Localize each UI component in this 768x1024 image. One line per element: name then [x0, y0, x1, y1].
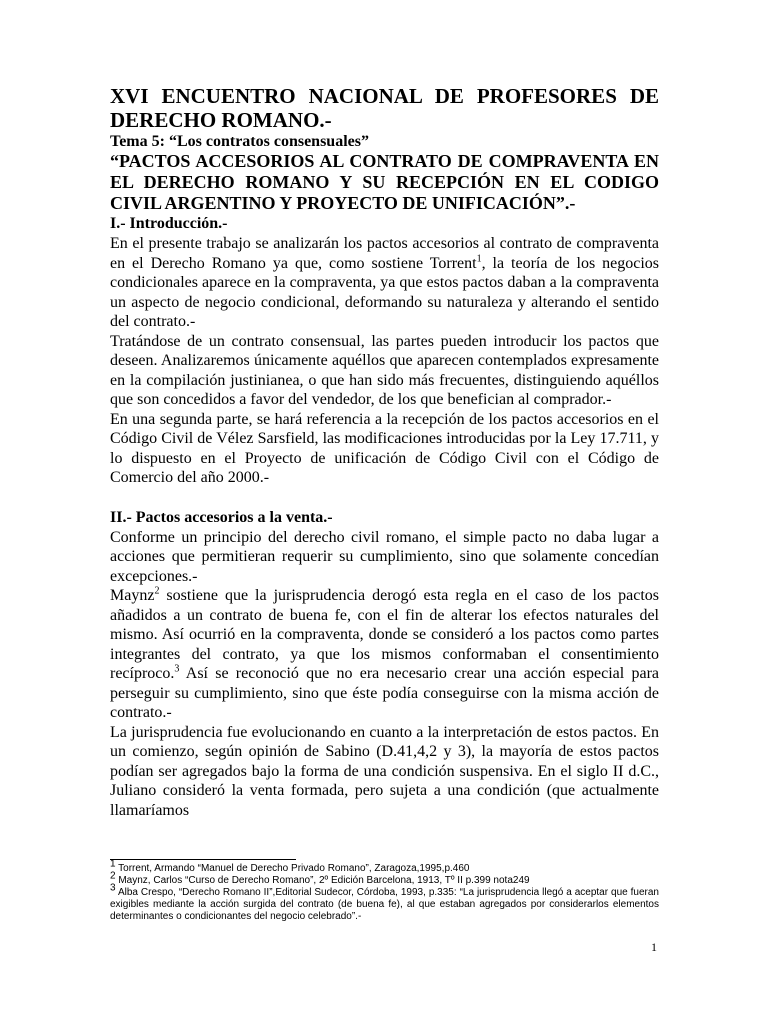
footnote-separator	[110, 859, 296, 860]
topic-label: Tema 5: “Los contratos consensuales”	[110, 133, 369, 150]
section-heading-pactos: II.- Pactos accesorios a la venta.-	[110, 508, 333, 526]
pactos-paragraph-3: La jurisprudencia fue evolucionando en cuanto a la interpretación de estos pactos. En un comienzo, según opinión de Sabino (D.41,4,2 y 3), la mayoría de estos pactos podían ser agregados bajo la forma de una condición suspensiva. En el siglo II d.C., Juliano consideró la venta formada, pero sujeta a una condición (que actualmente llamaríamos	[110, 723, 659, 819]
footnote-ref-2[interactable]: 2	[154, 585, 160, 597]
page-number: 1	[651, 940, 657, 954]
footnote-2: $^2$ Maynz, Carlos “Curso de Derecho Romano”, 2º Edición Barcelona, 1913, Tº II p.399 nota249	[110, 870, 530, 886]
intro-paragraph-1: En el presente trabajo se analizarán los pactos accesorios al contrato de compraventa en el Derecho Romano ya que, como sostiene Torrent$^1$, la teoría de los negocios condicionales aparece en la compraventa, ya que estos pactos daban a la compraventa un aspecto de negocio condicional, deformando su naturaleza y alterando el sentido del contrato.-	[110, 235, 660, 330]
footnote-3: $^3$ Alba Crespo, “Derecho Romano II”,Editorial Sudecor, Córdoba, 1993, p.335: “La jurisprudencia llegó a aceptar que fueran exigibles mediante la acción surgida del contrato (de buena fe), al que estaban agregados por considerarlos elementos determinantes o condicionantes del negocio celebrado”.-	[110, 882, 659, 922]
footnote-ref-3[interactable]: 3	[174, 663, 180, 675]
pactos-paragraph-2: Maynz$^2$ sostiene que la jurisprudencia derogó esta regla en el caso de los pactos añadidos a un contrato de buena fe, con el fin de alterar los efectos naturales del mismo. Así ocurrió en la compraventa, donde se consideró a los pactos como partes integrantes del contrato, ya que los mismos conformaban el consentimiento recíproco.$^3$ Así se reconoció que no era necesario crear una acción especial para perseguir su cumplimiento, sino que éste podía conseguirse con la misma acción de contrato.-	[110, 585, 659, 721]
pactos-paragraph-1: Conforme un principio del derecho civil romano, el simple pacto no daba lugar a acciones que permitieran requerir su cumplimiento, sino que solamente concedían excepciones.-	[110, 528, 659, 585]
document-body	[110, 84, 659, 820]
footnote-1: $^1$ Torrent, Armando “Manuel de Derecho Privado Romano”, Zaragoza,1995,p.460	[110, 858, 470, 874]
document-title: XVI ENCUENTRO NACIONAL DE PROFESORES DE DERECHO ROMANO.-	[110, 84, 659, 132]
intro-paragraph-2: Tratándose de un contrato consensual, las partes pueden introducir los pactos que deseen. Analizaremos únicamente aquéllos que aparecen contemplados expresamente en la compilación justinianea, o que han sido más frecuentes, distinguiendo aquéllos que son concedidos a favor del vendedor, de los que benefician al comprador.-	[110, 332, 659, 408]
footnotes	[110, 858, 659, 923]
intro-paragraph-3: En una segunda parte, se hará referencia a la recepción de los pactos accesorios en el Código Civil de Vélez Sarsfield, las modificaciones introducidas por la Ley 17.711, y lo dispuesto en el Proyecto de unificación de Código Civil con el Código de Comercio del año 2000.-	[110, 410, 659, 486]
paper-title: “PACTOS ACCESORIOS AL CONTRATO DE COMPRAVENTA EN EL DERECHO ROMANO Y SU RECEPCIÓN EN EL CODIGO CIVIL ARGENTINO Y PROYECTO DE UNIFICACIÓN”.-	[110, 151, 659, 213]
footnote-ref-1[interactable]: 1	[476, 253, 482, 265]
section-heading-intro: I.- Introducción.-	[110, 215, 228, 232]
section-spacer	[110, 488, 659, 508]
